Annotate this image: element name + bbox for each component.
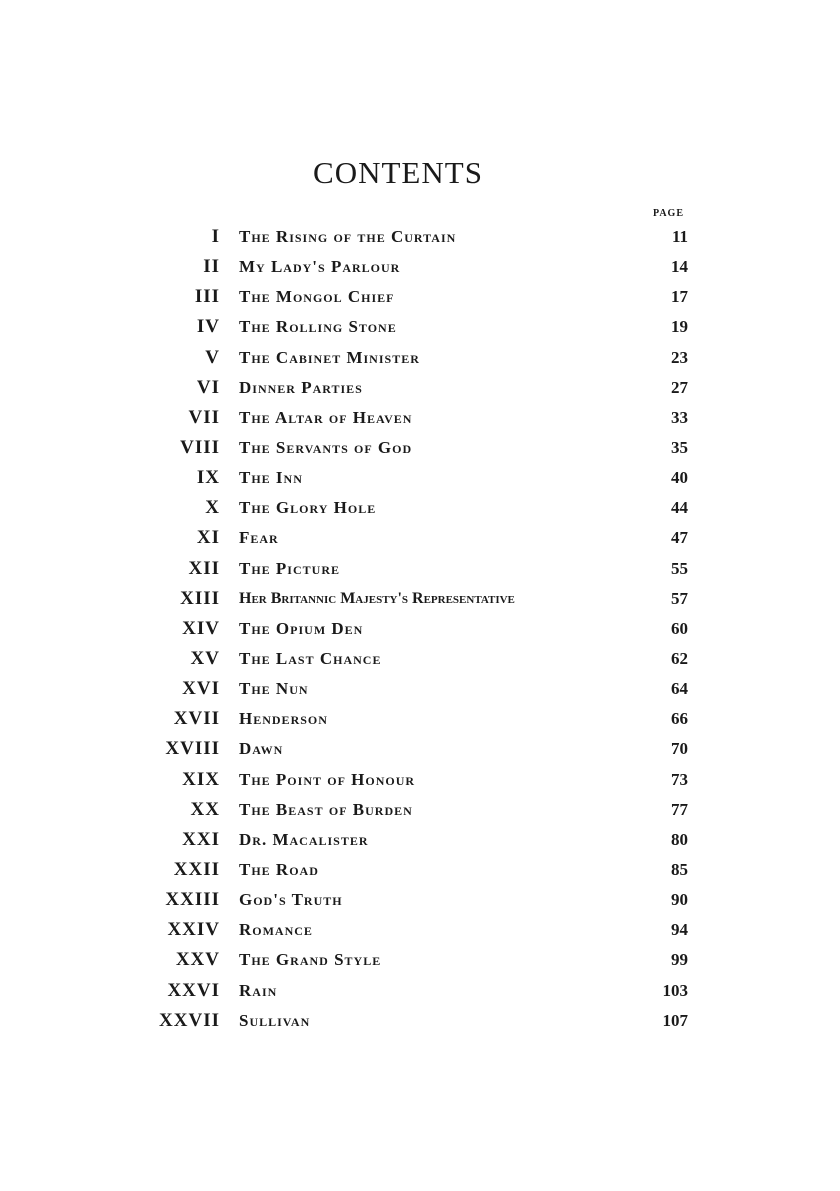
- toc-entry: [0, 614, 840, 644]
- chapter-title: The Cabinet Minister: [239, 347, 420, 367]
- toc-entry: [0, 282, 840, 312]
- toc-entry: [0, 765, 840, 795]
- chapter-numeral: VII: [188, 406, 220, 428]
- chapter-title: The Rolling Stone: [239, 317, 397, 337]
- chapter-title: The Nun: [239, 679, 309, 699]
- chapter-title: The Mongol Chief: [239, 287, 395, 307]
- chapter-page-number: 70: [671, 739, 688, 759]
- toc-entry: [0, 734, 840, 764]
- chapter-numeral: V: [205, 346, 220, 368]
- chapter-title: Fear: [239, 528, 279, 548]
- chapter-numeral: VI: [196, 376, 220, 398]
- chapter-page-number: 73: [671, 769, 688, 789]
- chapter-page-number: 99: [671, 950, 688, 970]
- toc-entry: [0, 1006, 840, 1036]
- chapter-numeral: IX: [196, 467, 220, 489]
- chapter-title: My Lady's Parlour: [239, 257, 401, 277]
- toc-entry: [0, 433, 840, 463]
- chapter-page-number: 62: [671, 648, 688, 668]
- chapter-numeral: XXVII: [159, 1009, 220, 1031]
- chapter-numeral: X: [205, 497, 220, 519]
- chapter-page-number: 107: [662, 1010, 688, 1030]
- toc-entry: [0, 825, 840, 855]
- toc-entry: [0, 403, 840, 433]
- toc-entry: [0, 222, 840, 252]
- chapter-title: The Altar of Heaven: [239, 407, 413, 427]
- chapter-page-number: 33: [671, 407, 688, 427]
- chapter-title: The Servants of God: [239, 437, 413, 457]
- chapter-title: The Point of Honour: [239, 769, 416, 789]
- chapter-page-number: 57: [671, 588, 688, 608]
- chapter-numeral: XXVI: [167, 979, 220, 1001]
- chapter-title: The Glory Hole: [239, 498, 377, 518]
- chapter-numeral: XVIII: [165, 738, 220, 760]
- chapter-page-number: 40: [671, 468, 688, 488]
- chapter-numeral: XIV: [182, 617, 220, 639]
- chapter-numeral: XXI: [182, 828, 220, 850]
- chapter-title: The Grand Style: [239, 950, 382, 970]
- chapter-page-number: 47: [671, 528, 688, 548]
- chapter-page-number: 55: [671, 558, 688, 578]
- chapter-title: The Inn: [239, 468, 303, 488]
- chapter-title: The Rising of the Curtain: [239, 227, 457, 246]
- toc-entry: [0, 463, 840, 493]
- toc-entry: [0, 252, 840, 282]
- toc-entry: [0, 945, 840, 975]
- chapter-page-number: 44: [671, 498, 688, 518]
- chapter-page-number: 60: [671, 618, 688, 638]
- chapter-title: God's Truth: [239, 890, 343, 910]
- chapter-page-number: 85: [671, 859, 688, 879]
- chapter-title: Dr. Macalister: [239, 829, 369, 849]
- chapter-numeral: XIX: [182, 768, 220, 790]
- chapter-page-number: 27: [671, 377, 688, 397]
- toc-entry: [0, 554, 840, 584]
- chapter-numeral: I: [211, 226, 220, 247]
- page-title: CONTENTS: [313, 155, 483, 190]
- toc-entry: [0, 795, 840, 825]
- toc-entry: [0, 915, 840, 945]
- chapter-title: The Beast of Burden: [239, 799, 413, 819]
- chapter-title: Henderson: [239, 709, 328, 729]
- toc-entry: [0, 312, 840, 342]
- chapter-page-number: 64: [671, 679, 688, 699]
- chapter-title: Her Britannic Majesty's Representative: [239, 589, 515, 607]
- chapter-page-number: 23: [671, 347, 688, 367]
- chapter-numeral: XXII: [173, 858, 220, 880]
- chapter-page-number: 77: [671, 799, 688, 819]
- chapter-title: Romance: [239, 920, 313, 940]
- toc-entry: [0, 584, 840, 614]
- chapter-title: Rain: [239, 980, 278, 1000]
- chapter-numeral: XII: [188, 557, 220, 579]
- chapter-page-number: 94: [671, 920, 688, 940]
- toc-entry: [0, 704, 840, 734]
- toc-entry: [0, 493, 840, 523]
- chapter-numeral: IV: [196, 316, 220, 338]
- chapter-numeral: XXIV: [167, 919, 220, 941]
- toc-entry: [0, 343, 840, 373]
- chapter-page-number: 17: [671, 287, 688, 307]
- chapter-page-number: 103: [662, 980, 688, 1000]
- chapter-page-number: 11: [671, 227, 688, 246]
- chapter-page-number: 66: [671, 709, 688, 729]
- chapter-page-number: 35: [671, 437, 688, 457]
- toc-entry: [0, 855, 840, 885]
- chapter-numeral: XXIII: [165, 889, 220, 911]
- table-of-contents: [0, 222, 840, 1036]
- chapter-title: Sullivan: [239, 1010, 311, 1030]
- toc-entry: [0, 885, 840, 915]
- chapter-numeral: VIII: [180, 436, 220, 458]
- chapter-numeral: III: [194, 286, 220, 308]
- chapter-numeral: XV: [190, 647, 220, 669]
- chapter-numeral: XX: [190, 798, 220, 820]
- chapter-numeral: XI: [196, 527, 220, 549]
- page-column-label: PAGE: [652, 208, 684, 219]
- chapter-numeral: XIII: [180, 587, 220, 609]
- toc-entry: [0, 976, 840, 1006]
- chapter-page-number: 19: [671, 317, 688, 337]
- chapter-title: Dinner Parties: [239, 377, 363, 397]
- chapter-numeral: XVI: [182, 678, 220, 700]
- chapter-numeral: II: [203, 256, 220, 278]
- chapter-title: The Opium Den: [239, 618, 364, 638]
- chapter-page-number: 80: [671, 829, 688, 849]
- chapter-title: Dawn: [239, 739, 284, 759]
- toc-entry: [0, 674, 840, 704]
- chapter-page-number: 14: [671, 257, 688, 277]
- chapter-title: The Last Chance: [239, 648, 382, 668]
- chapter-numeral: XXV: [175, 949, 220, 971]
- toc-entry: [0, 373, 840, 403]
- chapter-numeral: XVII: [173, 708, 220, 730]
- toc-entry: [0, 644, 840, 674]
- chapter-title: The Picture: [239, 558, 340, 578]
- toc-entry: [0, 523, 840, 553]
- chapter-title: The Road: [239, 859, 319, 879]
- chapter-page-number: 90: [671, 890, 688, 910]
